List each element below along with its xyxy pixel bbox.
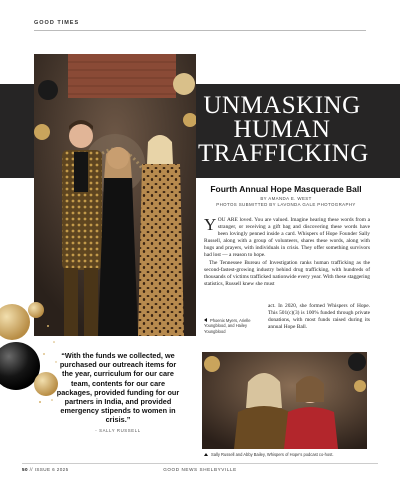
balloon-illustration — [0, 296, 60, 408]
pull-quote: “With the funds we collected, we purchased our outreach items for the year, curriculum for our care team, contents for our care packages, provided funding for our partners in India, and provided emergency stipends to women in crisis.” — [56, 351, 180, 425]
article-subhead: Fourth Annual Hope Masquerade Ball — [210, 184, 362, 194]
paragraph-2: The Tennessee Bureau of Investigation ranks human trafficking as the second-fastest-growing industry behind drug trafficking, with hundreds of thousands of victims trafficked nationwide every year. With these staggering statistics, Russell knew she must — [204, 259, 370, 287]
magazine-name: GOOD NEWS SHELBYVILLE — [163, 467, 237, 472]
page-number: 50 — [22, 467, 28, 472]
main-photo-caption-text: Phoenix Myers, Arielle Youngblood, and Hailey Youngblood — [204, 318, 251, 334]
folio-separator: // — [29, 467, 33, 472]
secondary-photo-illustration — [202, 352, 367, 449]
secondary-photo-caption — [204, 452, 334, 457]
headline — [198, 92, 369, 167]
byline-block — [200, 196, 372, 208]
section-label: GOOD TIMES — [34, 20, 80, 26]
paragraph-2-continued: act. In 2020, she formed Whispers of Hope. This 501(c)(3) is 100% funded through private donations, with most funds raised during its annual Hope Ball. — [268, 303, 370, 331]
main-photo — [34, 54, 196, 336]
byline: BY AMANDA E. WEST — [260, 196, 312, 201]
pull-quote-attribution: - SALLY RUSSELL — [95, 428, 141, 433]
caption-pointer-up-icon — [204, 453, 208, 456]
footer-rule — [22, 463, 378, 464]
headline-line-1: UNMASKING — [203, 92, 361, 119]
headline-line-3: TRAFFICKING — [198, 140, 369, 167]
issue-label: ISSUE 6 2025 — [34, 467, 69, 472]
top-rule — [34, 30, 366, 31]
secondary-photo — [202, 352, 367, 449]
caption-pointer-icon — [204, 318, 207, 322]
paragraph-1-text: OU ARE loved. You are valued. Imagine hearing these words from a stranger, or receiving a gift bag and discovering these words have been lovingly penned inside a card. Whispers of Hope Founder Sally Russell, along with a group of volunteers, shares these words, along with hugs and prayers, with individuals in crisis. They offer something survivors had lost — a reason to hope. — [204, 217, 370, 259]
headline-line-2: HUMAN — [233, 116, 331, 143]
secondary-photo-caption-text: Sally Russell and Abby Bailey, Whispers of Hope’s podcast co-host. — [211, 452, 334, 457]
paragraph-1 — [204, 214, 370, 260]
article-body — [204, 214, 370, 288]
main-photo-illustration — [34, 54, 196, 336]
photo-credit: PHOTOS SUBMITTED BY LAVONDA GALE PHOTOGRAPHY — [216, 202, 356, 207]
main-photo-caption — [204, 318, 264, 334]
dropcap: Y — [204, 214, 217, 234]
balloon-decoration — [0, 296, 60, 408]
